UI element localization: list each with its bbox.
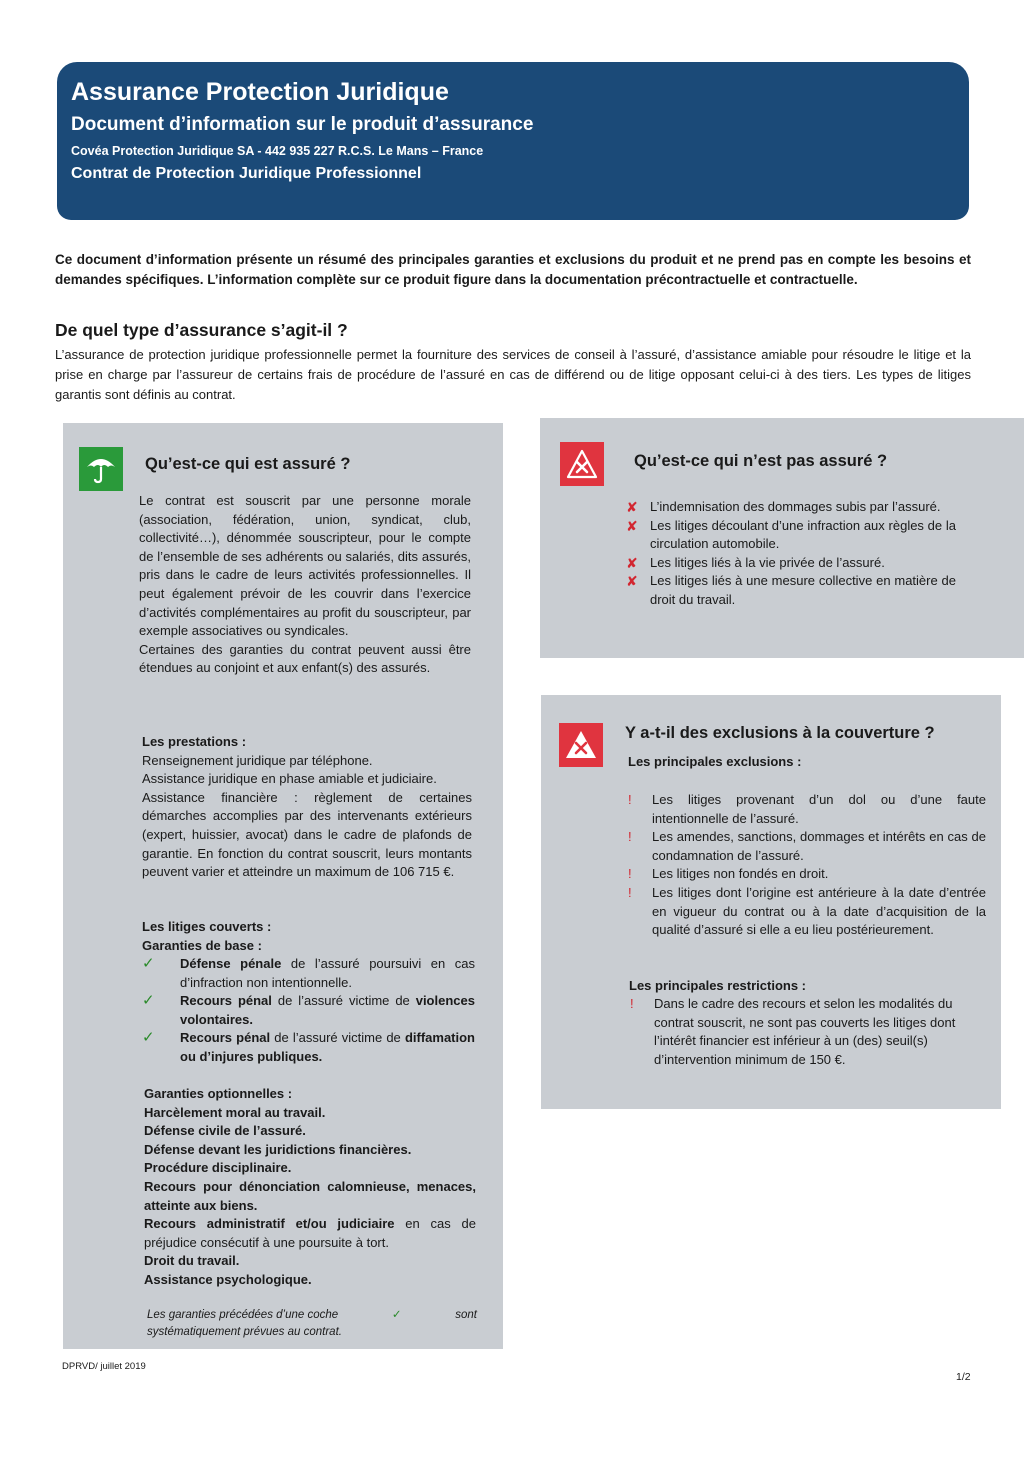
list-item: ✓ Recours pénal de l’assuré victime de violences volontaires. — [142, 992, 475, 1027]
list-item: ! Les amendes, sanctions, dommages et intérêts en cas de condamnation de l’assuré. — [628, 829, 986, 863]
list-item: ! Dans le cadre des recours et selon les modalités du contrat souscrit, ne sont pas couverts les litiges dont l’intérêt financier est inférieur à un (des) seuil(s) d’intervention minimum de 150 €. — [630, 996, 956, 1067]
document-reference: DPRVD/ juillet 2019 — [62, 1361, 146, 1372]
contract-name: Contrat de Protection Juridique Professionnel — [71, 165, 422, 182]
cross-warning-icon — [560, 442, 604, 486]
exclamation-icon: ! — [628, 792, 632, 807]
prestation-item: Assistance financière : règlement de certaines démarches accomplies par des intervenants extérieurs (expert, huissier, avocat) dans le cadre de plafonds de garantie. En fonction du contrat souscrit, leurs montants peuvent varier et atteindre un maximum de 106 715 €. — [142, 789, 472, 880]
check-icon: ✓ — [391, 1309, 402, 1321]
x-icon: ✘ — [626, 499, 638, 515]
insured-paragraph-1: Le contrat est souscrit par une personne morale (association, fédération, union, syndicat, club, collectivité…), dénommée souscripteur, pour le compte de l’ensemble de ses adhérents ou salariés, dits assurés, pris dans le cadre de leurs activités professionnelles. Il peut également prévoir de les couvrir dans l’exercice d’activités complémentaires au profit du souscripteur, par exemple associatives ou syndicales. — [139, 493, 471, 639]
check-icon: ✓ — [142, 1029, 155, 1047]
page-number: 1/2 — [956, 1371, 971, 1383]
check-icon: ✓ — [142, 992, 155, 1010]
x-icon: ✘ — [626, 554, 638, 571]
list-item: ✘ Les litiges liés à la vie privée de l’assuré. — [626, 554, 885, 571]
list-item: ! Les litiges non fondés en droit. — [652, 865, 986, 884]
document-subtitle: Document d’information sur le produit d’assurance — [71, 114, 534, 135]
exclamation-icon: ! — [630, 996, 634, 1011]
list-item: ✓ Défense pénale de l’assuré poursuivi en cas d’infraction non intentionnelle. — [142, 955, 476, 990]
optional-item: Harcèlement moral au travail. — [144, 1104, 326, 1120]
optional-item: Assistance psychologique. — [144, 1271, 312, 1287]
header-banner — [57, 62, 969, 220]
insurance-type-heading: De quel type d’assurance s’agit-il ? — [55, 320, 348, 340]
insured-panel — [63, 423, 503, 1349]
litiges-heading: Les litiges couverts : — [142, 919, 272, 934]
exclamation-icon: ! — [628, 884, 632, 900]
list-item: ! Les litiges dont l’origine est antérieure à la date d’entrée en vigueur du contrat ou à la date d’acquisition de la qualité d’assuré si elle a eu lieu postérieurement. — [628, 884, 986, 938]
x-icon: ✘ — [626, 573, 638, 590]
exclamation-icon: ! — [628, 829, 632, 845]
insurance-type-body: L’assurance de protection juridique professionnelle permet la fourniture des services de conseil à l’assuré, d’assistance amiable pour résoudre le litige et la prise en charge par l’assureur de certains frais de procédure de l’assuré en cas de différend ou de litige opposant celui-ci à des tiers. Les types de litiges garantis sont définis au contrat. — [55, 347, 971, 402]
company-info: Covéa Protection Juridique SA - 442 935 227 R.C.S. Le Mans – France — [71, 144, 484, 158]
optional-item: Recours pour dénonciation calomnieuse, menaces, atteinte aux biens. — [144, 1178, 476, 1213]
checkmark-note: Les garanties précédées d’une coche ✓ sont systématiquement prévues au contrat. — [147, 1309, 477, 1338]
insured-title: Qu’est-ce qui est assuré ? — [145, 455, 351, 473]
list-item: ✘ Les litiges découlant d’une infraction aux règles de la circulation automobile. — [626, 517, 956, 552]
exclamation-icon: ! — [628, 866, 632, 882]
base-guarantees-heading: Garanties de base : — [142, 937, 262, 953]
x-icon: ✘ — [626, 517, 638, 534]
insured-paragraph-2: Certaines des garanties du contrat peuvent aussi être étendues au conjoint et aux enfant(s) des assurés. — [139, 641, 471, 676]
not-insured-list — [626, 498, 956, 610]
warning-triangle-icon — [559, 723, 603, 767]
list-item: ✓ Recours pénal de l’assuré victime de diffamation ou d’injures publiques. — [142, 1029, 475, 1064]
list-item: ✘ L’indemnisation des dommages subis par l’assuré. — [626, 499, 941, 515]
umbrella-icon — [79, 447, 123, 491]
not-insured-title: Qu’est-ce qui n’est pas assuré ? — [634, 452, 888, 470]
optional-item: Droit du travail. — [144, 1253, 240, 1269]
prestation-item: Assistance juridique en phase amiable et judiciaire. — [142, 771, 437, 787]
check-icon: ✓ — [142, 955, 155, 972]
exclusions-list — [628, 791, 986, 940]
restrictions-list — [630, 995, 986, 1069]
main-exclusions-heading: Les principales exclusions : — [628, 754, 802, 769]
exclusions-title: Y a-t-il des exclusions à la couverture ? — [625, 724, 935, 742]
optional-item: Défense devant les juridictions financières. — [144, 1141, 412, 1157]
optional-item: Recours administratif et/ou judiciaire en cas de préjudice consécutif à une poursuite à tort. — [144, 1216, 476, 1250]
prestations-heading: Les prestations : — [142, 734, 247, 749]
document-title: Assurance Protection Juridique — [71, 78, 449, 106]
list-item: ! Les litiges provenant d’un dol ou d’une faute intentionnelle de l’assuré. — [628, 792, 986, 826]
prestation-item: Renseignement juridique par téléphone. — [142, 752, 373, 768]
intro-paragraph: Ce document d’information présente un résumé des principales garanties et exclusions du produit et ne prend pas en compte les besoins et demandes spécifiques. L’information complète sur ce produit figure dans la documentation précontractuelle et contractuelle. — [55, 252, 971, 287]
base-guarantees-list — [142, 955, 476, 1067]
optional-item: Procédure disciplinaire. — [144, 1160, 292, 1176]
optional-guarantees-heading: Garanties optionnelles : — [144, 1086, 293, 1101]
not-insured-panel — [540, 418, 1024, 658]
restrictions-heading: Les principales restrictions : — [629, 978, 807, 993]
list-item: ✘ Les litiges liés à une mesure collective en matière de droit du travail. — [626, 573, 956, 607]
optional-item: Défense civile de l’assuré. — [144, 1123, 306, 1139]
exclusions-panel — [541, 695, 1001, 1109]
